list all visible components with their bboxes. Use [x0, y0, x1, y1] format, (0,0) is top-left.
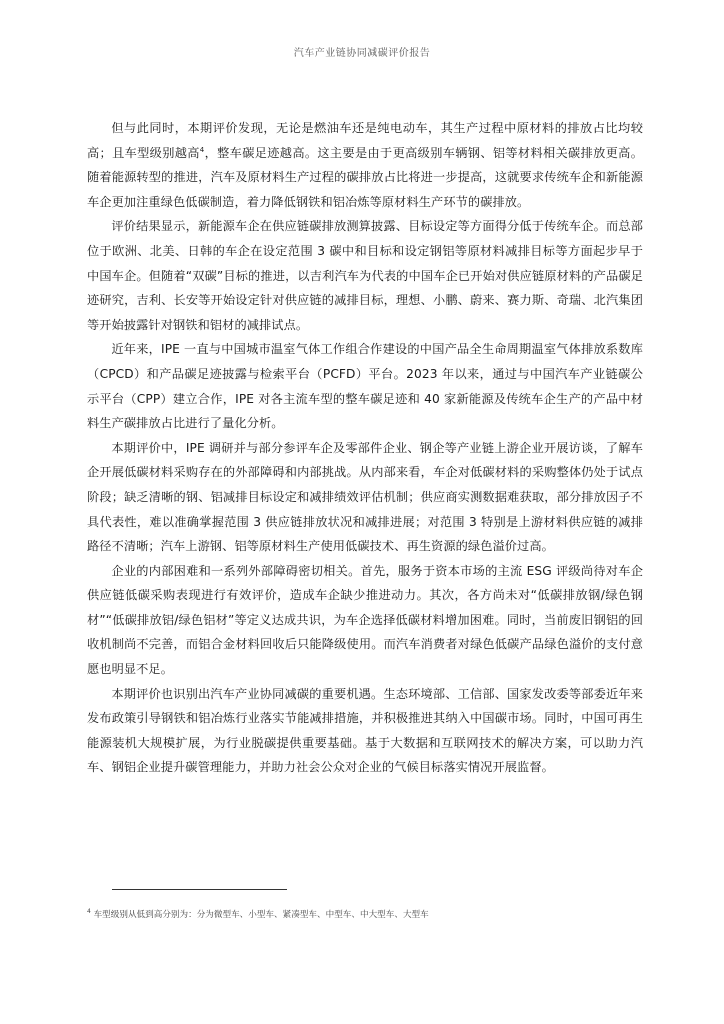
footnote-mark: 4 [87, 908, 91, 916]
paragraph-4: 本期评价中，IPE 调研并与部分参评车企及零部件企业、钢企等产业链上游企业开展访谈，了解车企开展低碳材料采购存在的外部障碍和内部挑战。从内部来看，车企对低碳材料的采购整体仍处于试点阶段；缺乏清晰的钢、铝减排目标设定和减排绩效评估机制；供应商实测数据难获取，部分排放因子不具代表性，难以准确掌握范围 3 供应链排放状况和减排进展；对范围 3 特别是上游材料供应链的减排路径不清晰；汽车上游钢、铝等原材料生产使用低碳技术、再生资源的绿色溢价过高。 [87, 440, 643, 554]
footnote-text: 车型级别从低到高分别为：分为微型车、小型车、紧凑型车、中型车、中大型车、大型车 [93, 910, 429, 920]
page-header: 汽车产业链协同减碳评价报告 [293, 48, 431, 59]
body-text [87, 116, 643, 780]
paragraph-2: 评价结果显示，新能源车企在供应链碳排放测算披露、目标设定等方面得分低于传统车企。而总部位于欧洲、北美、日韩的车企在设定范围 3 碳中和目标和设定钢铝等原材料减排目标等方面起步早于中国车企。但随着“双碳”目标的推进，以吉利汽车为代表的中国车企已开始对供应链原材料的产品碳足迹研究，吉利、长安等开始设定针对供应链的减排目标，理想、小鹏、蔚来、赛力斯、奇瑞、北汽集团等开始披露针对钢铁和铝材的减排试点。 [87, 219, 643, 332]
footnote-ref[interactable]: 4 [199, 145, 205, 154]
footnote [87, 908, 647, 920]
paragraph-5: 企业的内部困难和一系列外部障碍密切相关。首先，服务于资本市场的主流 ESG 评级尚待对车企供应链低碳采购表现进行有效评价，造成车企缺少推进动力。其次，各方尚未对“低碳排放钢/绿色钢材”“低碳排放铝/绿色铝材”等定义达成共识，为车企选择低碳材料增加困难。同时，当前废旧钢铝的回收机制尚不完善，而铝合金材料回收后只能降级使用。而汽车消费者对绿色低碳产品绿色溢价的支付意愿也明显不足。 [87, 563, 643, 677]
paragraph-3: 近年来，IPE 一直与中国城市温室气体工作组合作建设的中国产品全生命周期温室气体排放系数库（CPCD）和产品碳足迹披露与检索平台（PCFD）平台。2023 年以来，通过与中国汽车产业链碳公示平台（CPP）建立合作，IPE 对各主流车型的整车碳足迹和 40 家新能源及传统车企生产的产品中材料生产碳排放占比进行了量化分析。 [87, 342, 643, 431]
footnote-divider [112, 889, 287, 890]
paragraph-6: 本期评价也识别出汽车产业协同减碳的重要机遇。生态环境部、工信部、国家发改委等部委近年来发布政策引导钢铁和铝冶炼行业落实节能减排措施，并积极推进其纳入中国碳市场。同时，中国可再生能源装机大规模扩展，为行业脱碳提供重要基础。基于大数据和互联网技术的解决方案，可以助力汽车、钢铝企业提升碳管理能力，并助力社会公众对企业的气候目标落实情况开展监督。 [87, 686, 643, 775]
paragraph-1: 但与此同时，本期评价发现，无论是燃油车还是纯电动车，其生产过程中原材料的排放占比均较高；且车型级别越高$^4$，整车碳足迹越高。这主要是由于更高级别车辆钢、铝等材料相关碳排放更高。随着能源转型的推进，汽车及原材料生产过程的碳排放占比将进一步提高，这就要求传统车企和新能源车企更加注重绿色低碳制造，着力降低钢铁和铝冶炼等原材料生产环节的碳排放。 [87, 121, 643, 209]
